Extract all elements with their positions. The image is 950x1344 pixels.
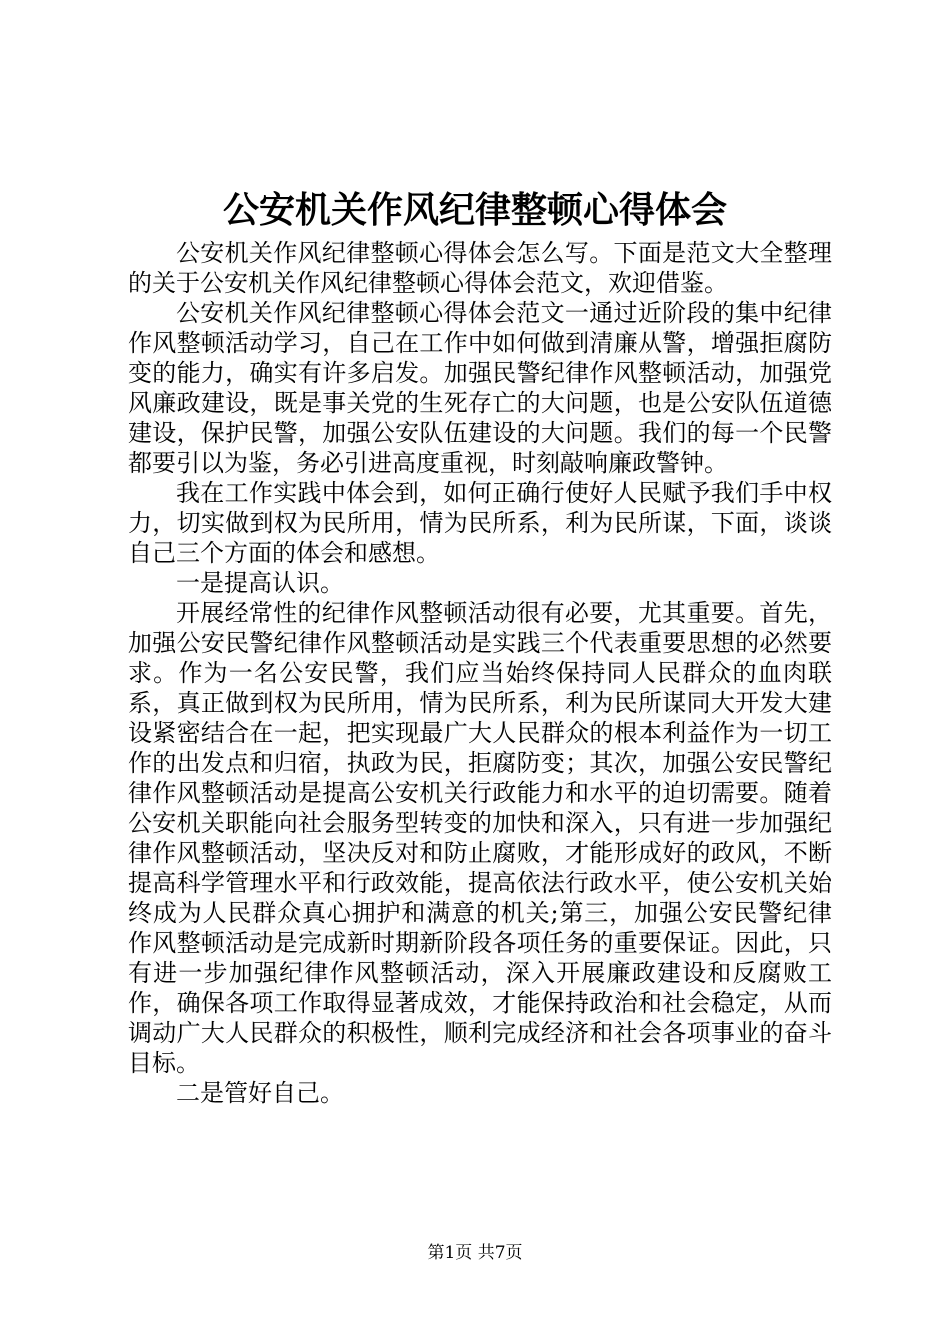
paragraph: 开展经常性的纪律作风整顿活动很有必要，尤其重要。首先，加强公安民警纪律作风整顿活动是实践三个代表重要思想的必然要求。作为一名公安民警，我们应当始终保持同人民群众的血肉联系，真正做到权为民所用，情为民所系，利为民所谋同大开发大建设紧密结合在一起，把实现最广大人民群众的根本利益作为一切工作的出发点和归宿，执政为民，拒腐防变；其次，加强公安民警纪律作风整顿活动是提高公安机关行政能力和水平的迫切需要。随着公安机关职能向社会服务型转变的加快和深入，只有进一步加强纪律作风整顿活动，坚决反对和防止腐败，才能形成好的政风，不断提高科学管理水平和行政效能，提高依法行政水平，使公安机关始终成为人民群众真心拥护和满意的机关;第三，加强公安民警纪律作风整顿活动是完成新时期新阶段各项任务的重要保证。因此，只有进一步加强纪律作风整顿活动，深入开展廉政建设和反腐败工作，确保各项工作取得显著成效，才能保持政治和社会稳定，从而调动广大人民群众的积极性，顺利完成经济和社会各项事业的奋斗目标。 — [128, 599, 832, 1077]
paragraph: 二是管好自己。 — [176, 1079, 344, 1107]
paragraph: 一是提高认识。 — [176, 569, 344, 597]
paragraph: 公安机关作风纪律整顿心得体会范文一通过近阶段的集中纪律作风整顿活动学习，自己在工作中如何做到清廉从警，增强拒腐防变的能力，确实有许多启发。加强民警纪律作风整顿活动，加强党风廉政建设，既是事关党的生死存亡的大问题，也是公安队伍道德建设，保护民警，加强公安队伍建设的大问题。我们的每一个民警都要引以为鉴，务必引进高度重视，时刻敲响廉政警钟。 — [128, 299, 832, 477]
paragraph: 公安机关作风纪律整顿心得体会怎么写。下面是范文大全整理的关于公安机关作风纪律整顿心得体会范文，欢迎借鉴。 — [128, 239, 832, 297]
page-footer: 第1页 共7页 — [427, 1243, 523, 1263]
document-body — [128, 238, 832, 1108]
document-title: 公安机关作风纪律整顿心得体会 — [222, 189, 727, 231]
paragraph: 我在工作实践中体会到，如何正确行使好人民赋予我们手中权力，切实做到权为民所用，情为民所系，利为民所谋，下面，谈谈自己三个方面的体会和感想。 — [128, 479, 832, 567]
